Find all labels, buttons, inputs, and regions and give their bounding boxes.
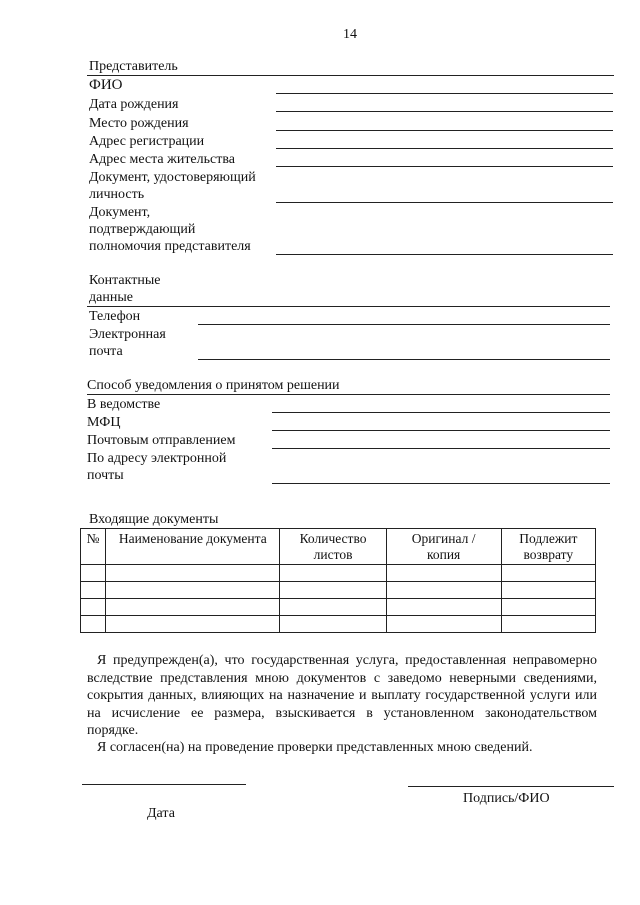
field-residence-line[interactable] xyxy=(276,166,613,167)
notification-heading: Способ уведомления о принятом решении xyxy=(87,378,340,393)
contacts-heading-2: данные xyxy=(89,290,133,305)
field-residence-label: Адрес места жительства xyxy=(89,152,235,167)
email-line[interactable] xyxy=(198,359,610,360)
declaration-paragraph-1: Я предупрежден(а), что государственная услуга, предоставленная неправомерно вследствие представления мною документов с заведомо неверными сведениями, сокрытия данных, влияющих на назначение и выплату государственной услуги или на исчисление ее размера, взыскивается в установленном законодательством порядке. xyxy=(87,653,597,738)
table-row[interactable] xyxy=(81,565,596,582)
email-label-1: Электронная xyxy=(89,327,166,342)
option-email-line[interactable] xyxy=(272,483,610,484)
signature-label: Подпись/ФИО xyxy=(463,791,550,806)
field-id-doc-line[interactable] xyxy=(276,202,613,203)
col-number: № xyxy=(81,529,106,565)
field-fio-line[interactable] xyxy=(276,93,613,94)
signature-line[interactable] xyxy=(408,786,614,787)
documents-table xyxy=(80,528,596,633)
col-return: Подлежит возврату xyxy=(501,529,595,565)
documents-heading: Входящие документы xyxy=(89,512,219,527)
field-registration-label: Адрес регистрации xyxy=(89,134,205,149)
page-number: 14 xyxy=(343,27,357,42)
field-authority-doc-label-2: подтверждающий xyxy=(89,222,196,237)
table-row[interactable] xyxy=(81,582,596,599)
option-email-label-2: почты xyxy=(87,468,124,483)
field-fio-label: ФИО xyxy=(89,77,123,93)
email-label-2: почта xyxy=(89,344,123,359)
phone-label: Телефон xyxy=(89,309,141,324)
contacts-heading-1: Контактные xyxy=(89,273,161,288)
option-mail-label: Почтовым отправлением xyxy=(87,433,236,448)
field-id-doc-label-1: Документ, удостоверяющий xyxy=(89,170,256,185)
representative-heading: Представитель xyxy=(89,59,178,74)
option-email-label-1: По адресу электронной xyxy=(87,451,227,466)
field-birthdate-line[interactable] xyxy=(276,111,613,112)
field-birthdate-label: Дата рождения xyxy=(89,97,179,112)
field-authority-doc-label-3: полномочия представителя xyxy=(89,239,251,254)
date-line[interactable] xyxy=(82,784,246,785)
notification-heading-line xyxy=(87,394,610,395)
col-sheet-count: Количество листов xyxy=(280,529,386,565)
date-label: Дата xyxy=(147,806,175,821)
table-row[interactable] xyxy=(81,599,596,616)
table-header-row xyxy=(81,529,596,565)
option-mail-line[interactable] xyxy=(272,448,610,449)
field-birthplace-line[interactable] xyxy=(276,130,613,131)
field-authority-doc-label-1: Документ, xyxy=(89,205,151,220)
heading-underline xyxy=(87,75,614,76)
field-birthplace-label: Место рождения xyxy=(89,116,189,131)
contacts-heading-line xyxy=(87,306,610,307)
option-mfc-label: МФЦ xyxy=(87,415,121,430)
field-authority-doc-line[interactable] xyxy=(276,254,613,255)
field-registration-line[interactable] xyxy=(276,148,613,149)
option-department-line[interactable] xyxy=(272,412,610,413)
option-department-label: В ведомстве xyxy=(87,397,161,412)
table-row[interactable] xyxy=(81,616,596,633)
col-doc-name: Наименование документа xyxy=(106,529,280,565)
option-mfc-line[interactable] xyxy=(272,430,610,431)
field-id-doc-label-2: личность xyxy=(89,187,145,202)
col-original-copy: Оригинал /копия xyxy=(386,529,501,565)
declaration-paragraph-2: Я согласен(на) на проведение проверки представленных мною сведений. xyxy=(97,740,533,755)
phone-line[interactable] xyxy=(198,324,610,325)
